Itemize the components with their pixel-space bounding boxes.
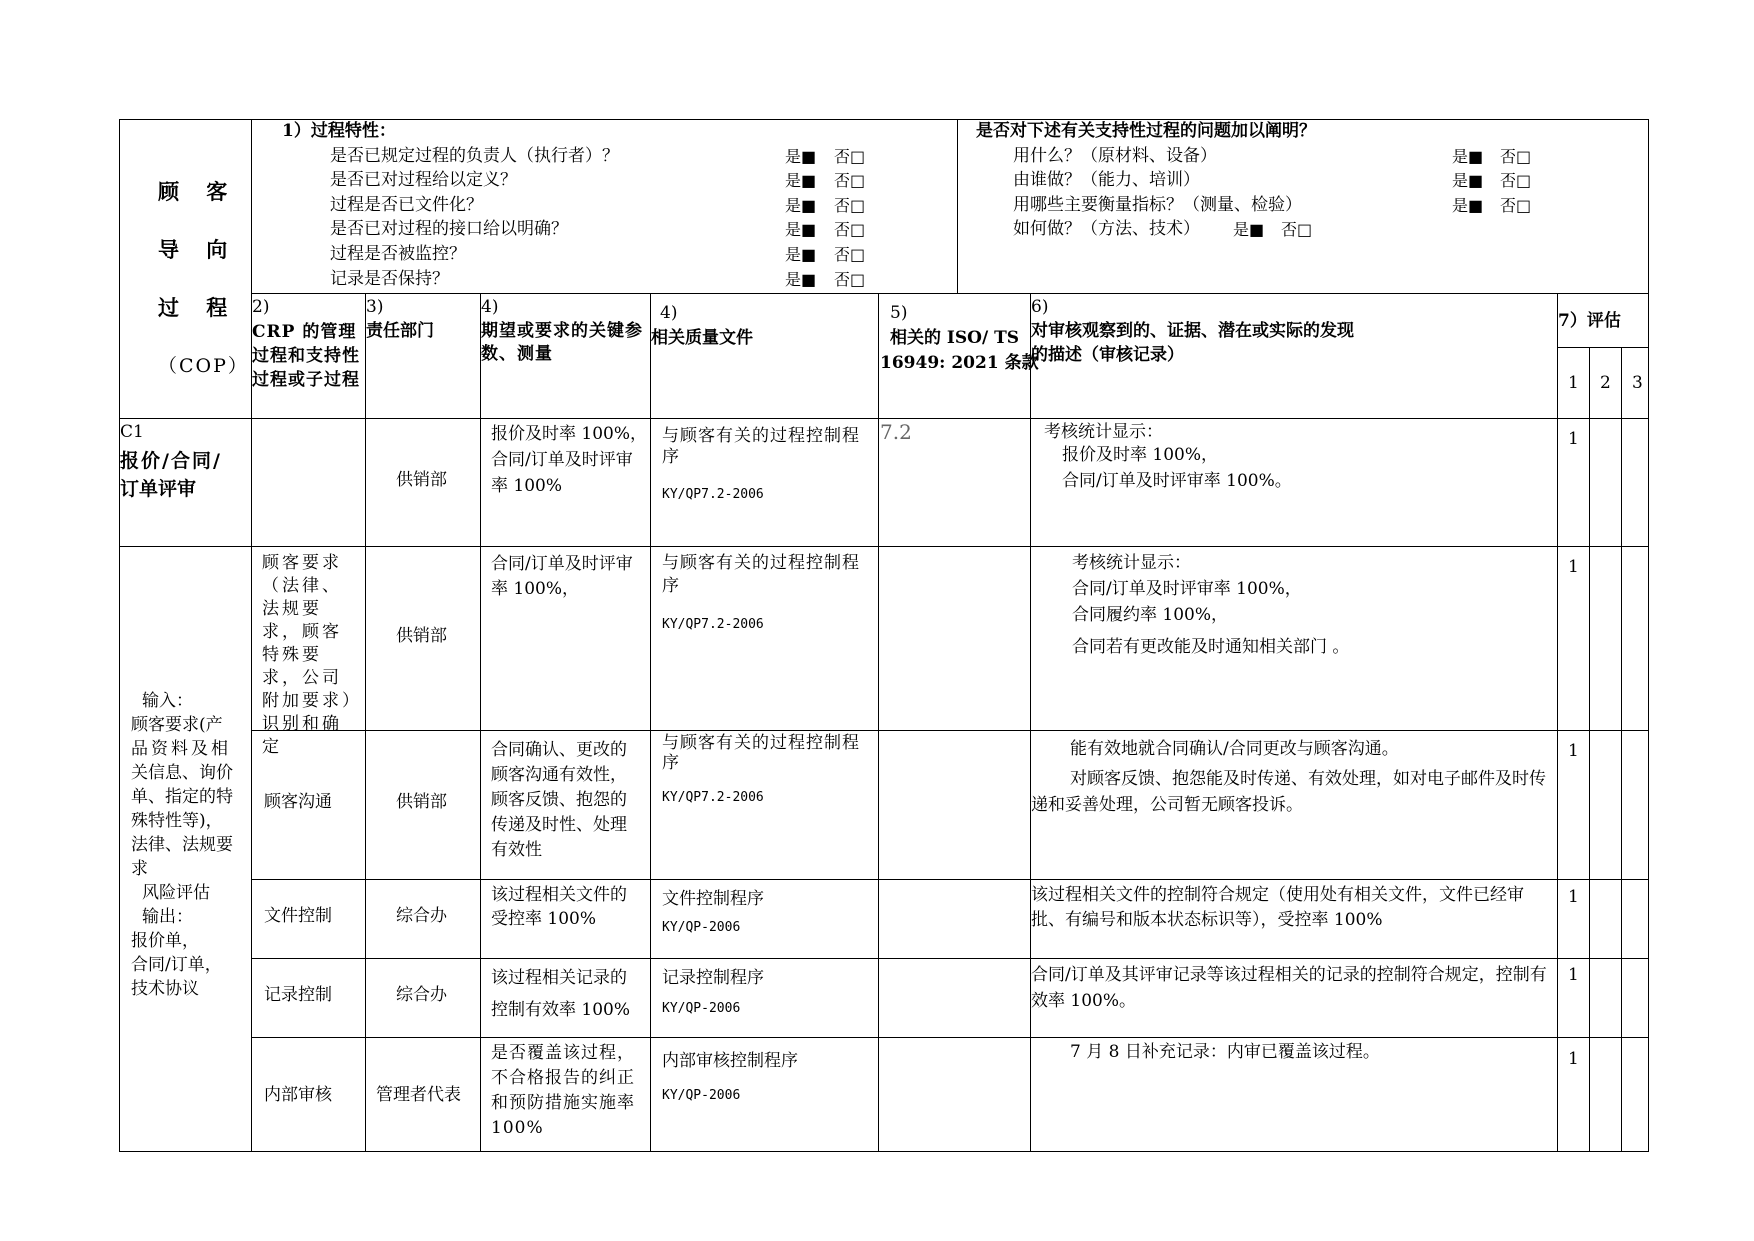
c1-doc-code: KY/QP7.2-2006 (662, 487, 764, 502)
row-finding: 合同/订单及其评审记录等该过程相关的记录的控制符合规定，控制有效率 100%。 (1031, 965, 1547, 1011)
row-score: 1 (1568, 1049, 1579, 1069)
grid-line (119, 418, 1649, 419)
col2-num: 2) (252, 297, 270, 317)
col6-header-line2: 的描述（审核记录） (1031, 345, 1184, 365)
io-line: 报价单， (131, 931, 199, 951)
row-param: 是否覆盖该过程，不合格报告的纠正和预防措施实施率 100% (491, 1043, 635, 1138)
left-header-line2: 导 向 (158, 237, 238, 262)
grid-line (119, 546, 1649, 547)
row-param: 该过程相关文件的受控率 100% (491, 885, 627, 929)
grid-line (251, 879, 1649, 880)
checklist-question: 过程是否已文件化？ (330, 195, 483, 215)
row-doc-code: KY/QP-2006 (662, 1001, 741, 1016)
support-yes[interactable]: 是■ (1452, 196, 1484, 215)
checklist-yes[interactable]: 是■ (785, 196, 817, 215)
left-header-line4: （COP） (158, 355, 249, 377)
row-score: 1 (1568, 965, 1579, 985)
row-process: 内部审核 (264, 1085, 332, 1105)
grid-line (1030, 293, 1031, 1152)
io-line: 法律、法规要 (131, 835, 233, 855)
row-process: 顾客沟通 (264, 792, 332, 812)
row-finding: 考核统计显示： (1072, 553, 1191, 573)
support-no[interactable]: 否□ (1281, 220, 1313, 239)
col3-num: 3) (366, 297, 384, 317)
checklist-question: 是否已规定过程的负责人（执行者）？ (330, 146, 619, 166)
c1-clause: 7.2 (880, 420, 912, 444)
col7-header: 7）评估 (1558, 311, 1621, 331)
support-yes[interactable]: 是■ (1233, 220, 1265, 239)
col5-header-line2: 16949: 2021 条款 (880, 353, 1039, 373)
io-line: 单、指定的特 (131, 787, 233, 807)
row-score: 1 (1568, 741, 1579, 761)
row-param: 合同确认、更改的顾客沟通有效性，顾客反馈、抱怨的传递及时性、处理有效性 (491, 740, 627, 860)
io-line: 输入： (142, 691, 193, 711)
support-question: 用什么？（原材料、设备） (1013, 146, 1217, 166)
row-score: 1 (1568, 557, 1579, 577)
row-doc: 与顾客有关的过程控制程序 (662, 733, 860, 773)
row-finding: 合同/订单及时评审率 100%， (1072, 579, 1302, 599)
row-score: 1 (1568, 887, 1579, 907)
checklist-question: 过程是否被监控？ (330, 244, 466, 264)
io-line: 品资料及相 (131, 739, 231, 759)
grid-line (251, 119, 252, 1152)
support-yes[interactable]: 是■ (1452, 147, 1484, 166)
row-finding: 能有效地就合同确认/合同更改与顾客沟通。 (1070, 739, 1399, 759)
grid-line (251, 1037, 1649, 1038)
row-doc: 文件控制程序 (662, 889, 764, 909)
support-no[interactable]: 否□ (1500, 171, 1532, 190)
c1-score: 1 (1568, 429, 1579, 449)
checklist-no[interactable]: 否□ (834, 196, 866, 215)
checklist-no[interactable]: 否□ (834, 270, 866, 289)
checklist-yes[interactable]: 是■ (785, 147, 817, 166)
c1-name-line1: 报价/合同/ (120, 450, 222, 472)
col2-header: CRP 的管理过程和支持性过程或子过程 (252, 322, 360, 390)
io-line: 技术协议 (131, 979, 199, 999)
row-doc: 内部审核控制程序 (662, 1051, 798, 1071)
checklist-yes[interactable]: 是■ (785, 270, 817, 289)
row-doc-code: KY/QP7.2-2006 (662, 790, 764, 805)
c1-finding-2: 报价及时率 100%， (1062, 445, 1219, 465)
support-question: 用哪些主要衡量指标？（测量、检验） (1013, 195, 1302, 215)
left-header-line1: 顾 客 (158, 179, 238, 204)
io-line: 顾客要求(产 (131, 715, 223, 735)
col6-header-line1: 对审核观察到的、证据、潜在或实际的发现 (1031, 321, 1354, 341)
col6-num: 6) (1031, 297, 1049, 317)
row-doc: 记录控制程序 (662, 968, 764, 988)
checklist-question: 是否已对过程给以定义？ (330, 170, 517, 190)
row-process: 记录控制 (264, 985, 332, 1005)
checklist-question: 记录是否保持？ (330, 269, 449, 289)
row-finding: 7 月 8 日补充记录：内审已覆盖该过程。 (1070, 1042, 1380, 1062)
io-line: 殊特性等)， (131, 811, 223, 831)
col5-header-line1: 相关的 ISO/ TS (890, 328, 1020, 348)
row-dept: 综合办 (396, 906, 447, 926)
grid-line (251, 293, 1649, 294)
eval-col-2: 2 (1600, 373, 1611, 393)
col4b-header: 相关质量文件 (651, 328, 753, 348)
checklist-no[interactable]: 否□ (834, 147, 866, 166)
checklist-no[interactable]: 否□ (834, 171, 866, 190)
c1-param: 报价及时率 100%，合同/订单及时评审率 100% (491, 424, 648, 496)
eval-col-1: 1 (1568, 373, 1579, 393)
row-dept: 供销部 (396, 626, 447, 646)
grid-line (878, 293, 879, 1152)
grid-line (1621, 347, 1622, 1152)
io-line: 输出： (142, 907, 193, 927)
row-doc-code: KY/QP7.2-2006 (662, 617, 764, 632)
row-process: 文件控制 (264, 906, 332, 926)
support-question: 由谁做？（能力、培训） (1013, 170, 1200, 190)
col4-header: 期望或要求的关键参数、测量 (481, 321, 643, 364)
grid-line (251, 958, 1649, 959)
row-doc: 与顾客有关的过程控制程序 (662, 553, 860, 596)
col4b-num: 4) (660, 303, 678, 323)
io-line: 合同/订单， (131, 955, 222, 975)
row-dept: 综合办 (396, 985, 447, 1005)
checklist-yes[interactable]: 是■ (785, 220, 817, 239)
c1-finding-3: 合同/订单及时评审率 100%。 (1062, 471, 1292, 491)
c1-finding-1: 考核统计显示： (1044, 422, 1163, 442)
grid-line (650, 293, 651, 1152)
c1-dept: 供销部 (396, 470, 447, 490)
row-dept: 供销部 (396, 792, 447, 812)
col3-header: 责任部门 (366, 321, 434, 341)
io-line: 风险评估 (142, 883, 210, 903)
row-finding: 合同履约率 100%， (1072, 605, 1229, 625)
left-header-line3: 过 程 (158, 295, 238, 320)
row-process: 顾客要求（法律、法规要求，顾客特殊要求，公司附加要求）识别和确定 (262, 553, 354, 757)
support-question: 如何做？（方法、技术） (1013, 219, 1200, 239)
checklist-no[interactable]: 否□ (834, 245, 866, 264)
col5-num: 5) (890, 303, 908, 323)
row-param: 合同/订单及时评审率 100%， (491, 554, 633, 599)
io-line: 关信息、询价 (131, 763, 233, 783)
grid-line (1557, 347, 1649, 348)
grid-line (1589, 347, 1590, 1152)
support-yes[interactable]: 是■ (1452, 171, 1484, 190)
checklist-yes[interactable]: 是■ (785, 171, 817, 190)
col4-num: 4) (481, 297, 499, 317)
support-title: 是否对下述有关支持性过程的问题加以阐明？ (976, 121, 1316, 141)
c1-doc: 与顾客有关的过程控制程序 (662, 426, 860, 467)
checklist-title: 1）过程特性： (282, 121, 396, 141)
row-doc-code: KY/QP-2006 (662, 1088, 741, 1103)
checklist-no[interactable]: 否□ (834, 220, 866, 239)
io-line: 求 (131, 859, 148, 879)
grid-line (957, 119, 958, 293)
c1-name-line2: 订单评审 (120, 478, 197, 500)
row-dept: 管理者代表 (376, 1085, 461, 1105)
row-finding: 合同若有更改能及时通知相关部门 。 (1072, 637, 1350, 657)
row-doc-code: KY/QP-2006 (662, 920, 741, 935)
c1-code: C1 (120, 422, 144, 442)
grid-line (1557, 293, 1558, 1152)
row-finding: 对顾客反馈、抱怨能及时传递、有效处理，如对电子邮件及时传递和妥善处理，公司暂无顾客投诉。 (1031, 769, 1546, 815)
checklist-yes[interactable]: 是■ (785, 245, 817, 264)
support-no[interactable]: 否□ (1500, 196, 1532, 215)
checklist-question: 是否已对过程的接口给以明确？ (330, 219, 568, 239)
row-finding: 该过程相关文件的控制符合规定（使用处有相关文件，文件已经审批、有编号和版本状态标识等），受控率 100% (1031, 885, 1524, 930)
grid-line (251, 730, 1649, 731)
support-no[interactable]: 否□ (1500, 147, 1532, 166)
eval-col-3: 3 (1632, 373, 1643, 393)
grid-line (365, 293, 366, 1152)
grid-line (480, 293, 481, 1152)
row-param: 该过程相关记录的控制有效率 100% (491, 968, 631, 1020)
